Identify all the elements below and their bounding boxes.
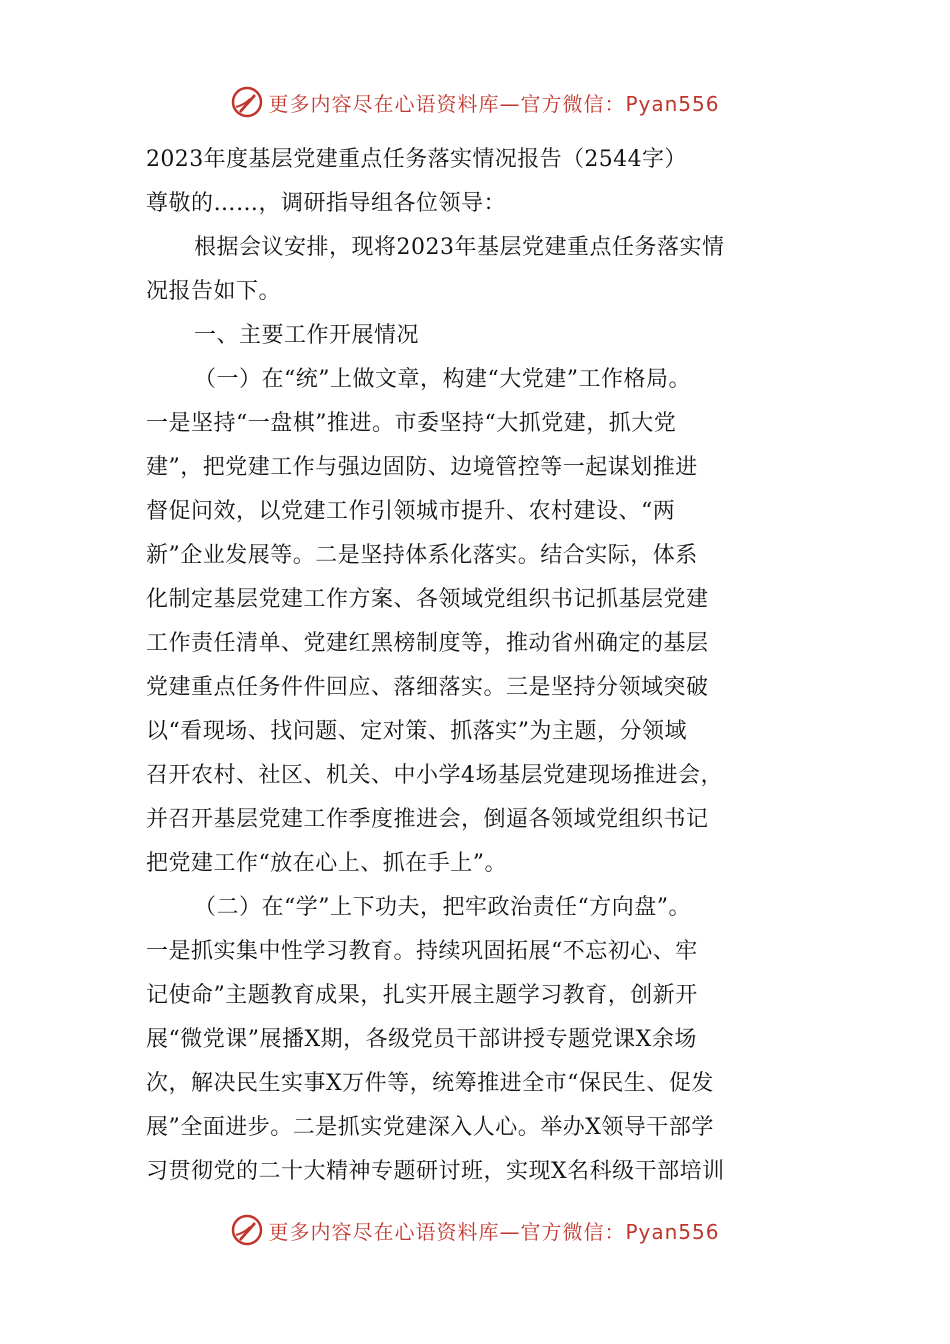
text-line: 次，解决民生实事X万件等，统筹推进全市“保民生、促发 (146, 1071, 714, 1096)
quill-logo-icon (230, 1213, 264, 1247)
watermark-banner-bottom (0, 1208, 950, 1252)
watermark-text: 更多内容尽在心语资料库—官方微信：Pyan556 (268, 1219, 720, 1244)
watermark-text: 更多内容尽在心语资料库—官方微信：Pyan556 (268, 91, 720, 116)
document-title: 2023年度基层党建重点任务落实情况报告（2544字） (146, 147, 687, 172)
text-line: 一是坚持“一盘棋”推进。市委坚持“大抓党建，抓大党 (146, 411, 677, 436)
text-line: 召开农村、社区、机关、中小学4场基层党建现场推进会， (146, 763, 723, 788)
subsection-heading: （一）在“统”上做文章，构建“大党建”工作格局。 (194, 367, 691, 392)
text-line: 记使命”主题教育成果，扎实开展主题学习教育，创新开 (146, 983, 698, 1008)
text-line: 化制定基层党建工作方案、各领域党组织书记抓基层党建 (146, 587, 709, 612)
text-line: 况报告如下。 (146, 279, 282, 304)
quill-logo-icon (230, 85, 264, 119)
subsection-heading: （二）在“学”上下功夫，把牢政治责任“方向盘”。 (194, 895, 691, 920)
text-line: 把党建工作“放在心上、抓在手上”。 (146, 851, 507, 876)
text-line: 新”企业发展等。二是坚持体系化落实。结合实际，体系 (146, 543, 698, 568)
text-line: 以“看现场、找问题、定对策、抓落实”为主题，分领域 (146, 719, 687, 744)
section-heading: 一、主要工作开展情况 (194, 323, 420, 348)
watermark-banner-top (0, 80, 950, 124)
text-line: 建”，把党建工作与强边固防、边境管控等一起谋划推进 (146, 455, 698, 480)
text-line: 展“微党课”展播X期，各级党员干部讲授专题党课X余场 (146, 1027, 697, 1052)
text-line: 展”全面进步。二是抓实党建深入人心。举办X领导干部学 (146, 1115, 714, 1140)
text-line: 一是抓实集中性学习教育。持续巩固拓展“不忘初心、牢 (146, 939, 698, 964)
text-line: 督促问效，以党建工作引领城市提升、农村建设、“两 (146, 499, 676, 524)
salutation: 尊敬的……，调研指导组各位领导： (146, 191, 507, 216)
text-line: 并召开基层党建工作季度推进会，倒逼各领域党组织书记 (146, 807, 709, 832)
text-line: 习贯彻党的二十大精神专题研讨班，实现X名科级干部培训 (146, 1159, 725, 1184)
text-line: 工作责任清单、党建红黑榜制度等，推动省州确定的基层 (146, 631, 709, 656)
text-line: 根据会议安排，现将2023年基层党建重点任务落实情 (194, 235, 725, 260)
text-line: 党建重点任务件件回应、落细落实。三是坚持分领域突破 (146, 675, 709, 700)
document-body (146, 138, 818, 1194)
